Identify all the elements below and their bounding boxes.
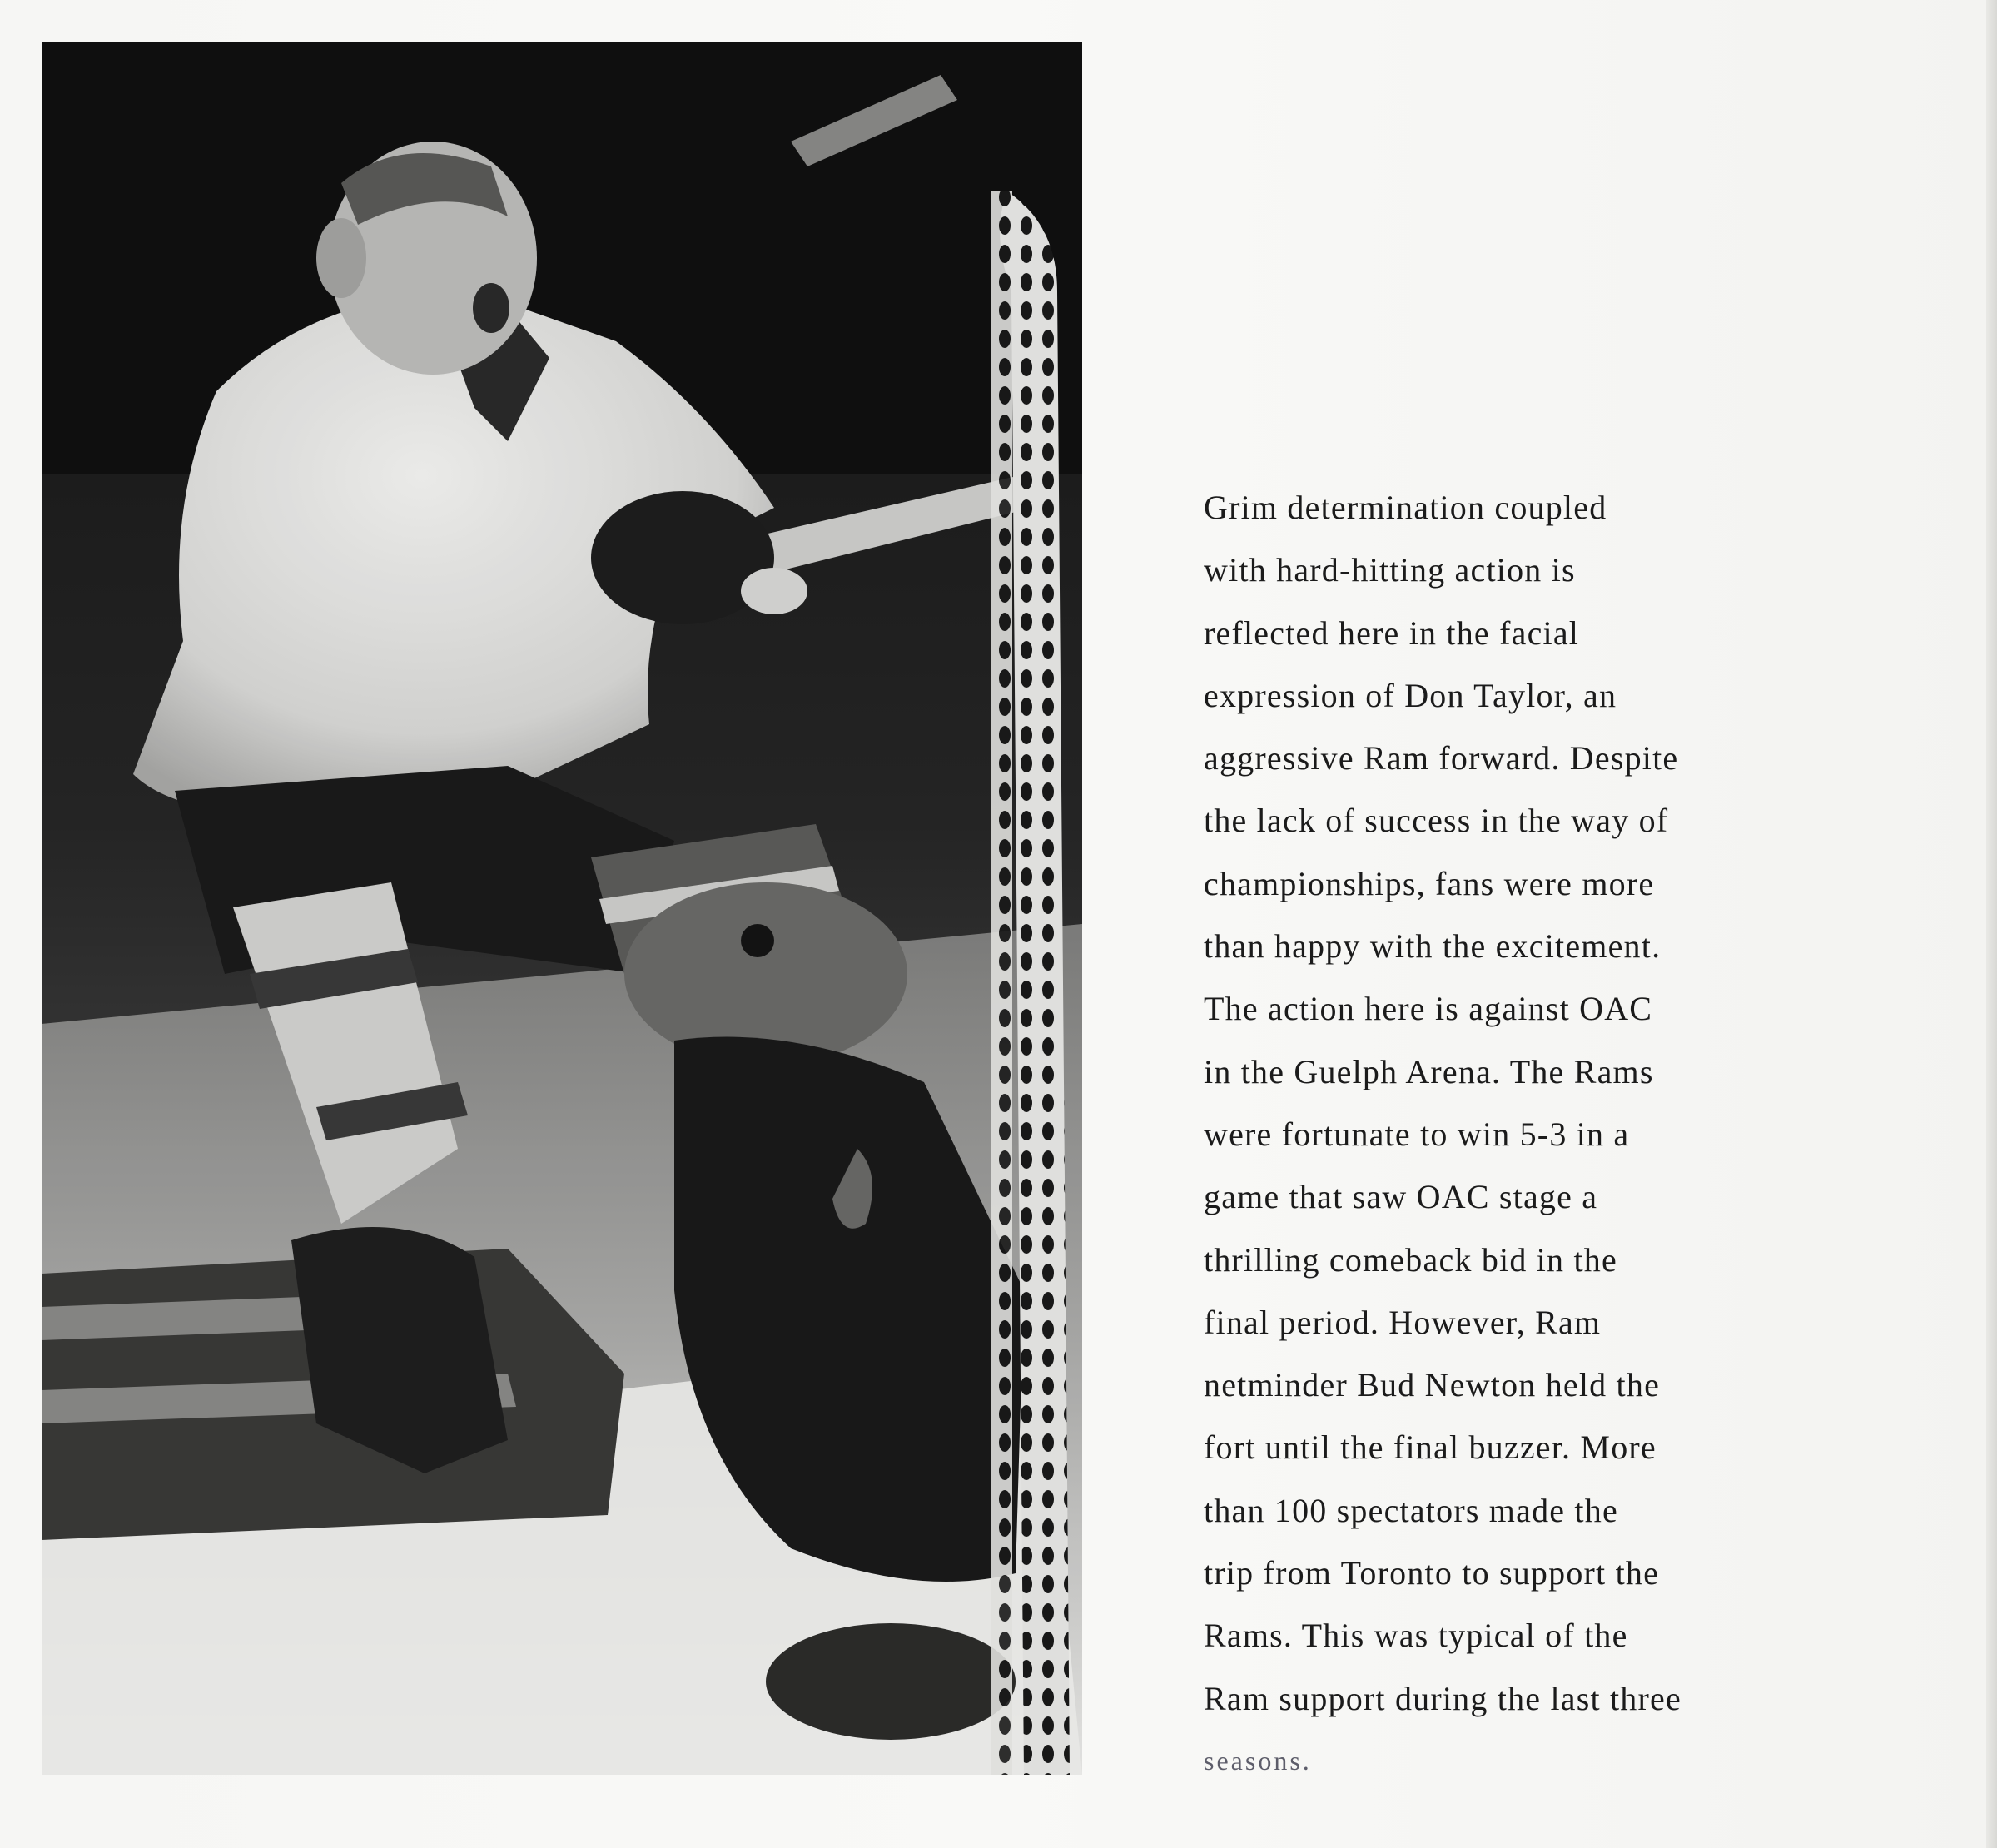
caption-line: netminder Bud Newton held the xyxy=(1204,1366,1661,1404)
caption-line: reflected here in the facial xyxy=(1204,614,1580,652)
caption-line: Ram support during the last three xyxy=(1204,1679,1682,1717)
caption-line: game that saw OAC stage a xyxy=(1204,1178,1598,1216)
hockey-photo-illustration xyxy=(42,42,1082,1775)
caption-line: fort until the final buzzer. More xyxy=(1204,1428,1657,1467)
caption-line: final period. However, Ram xyxy=(1204,1303,1602,1341)
caption-line: than 100 spectators made the xyxy=(1204,1491,1618,1529)
caption-line: in the Guelph Arena. The Rams xyxy=(1204,1052,1654,1090)
caption-line: The action here is against OAC xyxy=(1204,990,1653,1028)
caption-line: expression of Don Taylor, an xyxy=(1204,676,1617,714)
caption-line: Grim determination coupled xyxy=(1204,489,1607,526)
caption-line: championships, fans were more xyxy=(1204,864,1655,902)
caption-line: with hard-hitting action is xyxy=(1204,551,1576,589)
page-edge xyxy=(1986,0,1997,1848)
caption-line: Rams. This was typical of the xyxy=(1204,1617,1628,1655)
photo-caption xyxy=(1204,476,1786,1792)
hockey-action-photo xyxy=(42,42,1082,1775)
caption-line: trip from Toronto to support the xyxy=(1204,1554,1660,1592)
caption-line: than happy with the excitement. xyxy=(1204,927,1662,966)
caption-line: aggressive Ram forward. Despite xyxy=(1204,739,1679,777)
caption-line: thrilling comeback bid in the xyxy=(1204,1240,1617,1279)
caption-line: were fortunate to win 5-3 in a xyxy=(1204,1115,1630,1153)
caption-line: the lack of success in the way of xyxy=(1204,802,1669,840)
caption-line: seasons. xyxy=(1204,1745,1312,1776)
